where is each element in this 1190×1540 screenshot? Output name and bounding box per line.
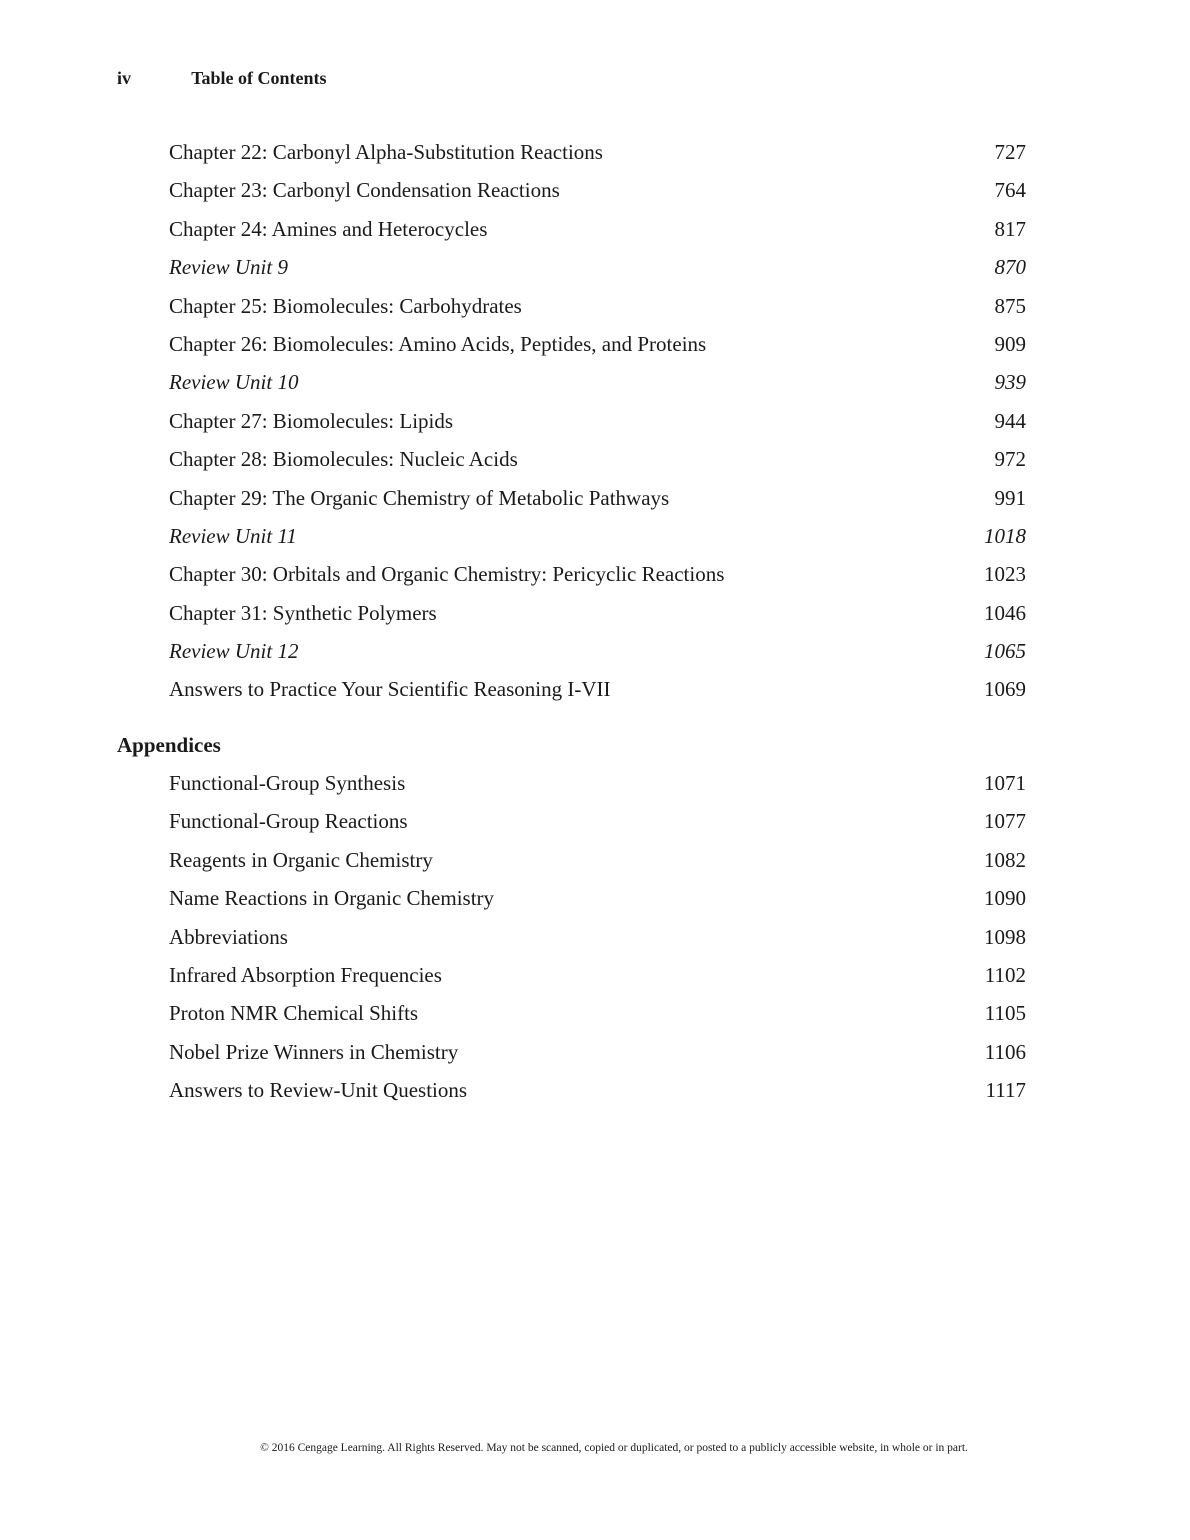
appendix-entry[interactable] (169, 1037, 1026, 1075)
toc-entry-page: 727 (994, 140, 1026, 164)
copyright-footer: © 2016 Cengage Learning. All Rights Reserved. May not be scanned, copied or duplicated, or posted to a publicly accessible website, in whole or in part. (260, 1442, 968, 1454)
toc-entry[interactable] (169, 406, 1026, 444)
appendix-entry[interactable] (169, 960, 1026, 998)
toc-main-list (169, 137, 1026, 713)
toc-entry-page: 870 (994, 255, 1026, 280)
toc-entry-page: 1065 (984, 639, 1026, 664)
appendix-entry[interactable] (169, 922, 1026, 960)
toc-entry-title: Chapter 25: Biomolecules: Carbohydrates (169, 293, 522, 318)
toc-entry-page: 972 (994, 447, 1026, 472)
appendix-entry[interactable] (169, 768, 1026, 806)
toc-entry-title: Review Unit 12 (169, 639, 299, 664)
toc-entry-page: 1023 (984, 562, 1026, 587)
page-header (117, 68, 327, 89)
appendix-entry-title: Name Reactions in Organic Chemistry (169, 886, 495, 911)
toc-entry-title: Answers to Practice Your Scientific Reasoning I-VII (169, 677, 611, 702)
toc-entry-review-unit[interactable] (169, 636, 1026, 674)
toc-entry[interactable] (169, 444, 1026, 482)
appendix-entry[interactable] (169, 806, 1026, 844)
appendix-entry-page: 1106 (984, 1039, 1026, 1064)
toc-entry-review-unit[interactable] (169, 367, 1026, 405)
toc-entry-title: Chapter 26: Biomolecules: Amino Acids, Peptides, and Proteins (169, 331, 707, 356)
toc-entry-title: Review Unit 9 (169, 255, 288, 280)
toc-entry-review-unit[interactable] (169, 521, 1026, 559)
appendix-entry-page: 1082 (984, 847, 1026, 872)
toc-entry-page: 1046 (984, 600, 1026, 625)
toc-entry[interactable] (169, 674, 1026, 712)
toc-entry-review-unit[interactable] (169, 252, 1026, 290)
appendix-entry-title: Functional-Group Synthesis (169, 771, 406, 795)
toc-entry[interactable] (169, 598, 1026, 636)
appendix-entry-title: Answers to Review-Unit Questions (169, 1078, 468, 1103)
toc-entry-title: Chapter 27: Biomolecules: Lipids (169, 408, 454, 433)
page-number: iv (117, 68, 132, 88)
appendix-entry-page: 1098 (984, 924, 1026, 949)
toc-entry[interactable] (169, 214, 1026, 252)
appendix-entry[interactable] (169, 883, 1026, 921)
toc-entry[interactable] (169, 291, 1026, 329)
appendix-entry-page: 1102 (984, 962, 1026, 987)
appendix-entry-title: Proton NMR Chemical Shifts (169, 1001, 419, 1026)
toc-entry-page: 764 (994, 178, 1026, 203)
header-title: Table of Contents (191, 68, 327, 88)
toc-entry-title: Chapter 30: Orbitals and Organic Chemistry: Pericyclic Reactions (169, 562, 725, 587)
toc-entry-title: Chapter 31: Synthetic Polymers (169, 600, 437, 625)
toc-entry-page: 1018 (984, 523, 1026, 548)
toc-entry-title: Review Unit 10 (169, 370, 299, 395)
toc-entry[interactable] (169, 175, 1026, 213)
toc-entry-page: 991 (994, 485, 1026, 510)
appendix-entry-page: 1090 (984, 886, 1026, 911)
appendix-entry[interactable] (169, 845, 1026, 883)
appendix-entry[interactable] (169, 1075, 1026, 1113)
toc-entry[interactable] (169, 483, 1026, 521)
toc-entry[interactable] (169, 137, 1026, 175)
appendix-entry-page: 1077 (984, 809, 1026, 834)
appendices-heading: Appendices (117, 733, 221, 757)
appendix-entry-title: Functional-Group Reactions (169, 809, 408, 834)
appendix-entry-title: Infrared Absorption Frequencies (169, 962, 442, 987)
appendix-entry-page: 1071 (984, 771, 1026, 795)
toc-entry-page: 939 (994, 370, 1026, 395)
toc-entry-title: Review Unit 11 (169, 523, 297, 548)
toc-entry-title: Chapter 24: Amines and Heterocycles (169, 216, 488, 241)
toc-entry-page: 817 (994, 216, 1026, 241)
toc-entry-title: Chapter 23: Carbonyl Condensation Reactions (169, 178, 560, 203)
appendix-entry-title: Abbreviations (169, 924, 288, 949)
appendix-entry-title: Nobel Prize Winners in Chemistry (169, 1039, 459, 1064)
toc-entry-title: Chapter 22: Carbonyl Alpha-Substitution Reactions (169, 140, 603, 164)
toc-entry[interactable] (169, 559, 1026, 597)
toc-appendices-list (169, 768, 1026, 1114)
toc-entry[interactable] (169, 329, 1026, 367)
toc-entry-page: 875 (994, 293, 1026, 318)
appendix-entry-page: 1117 (985, 1078, 1026, 1103)
toc-entry-page: 944 (994, 408, 1026, 433)
appendix-entry-title: Reagents in Organic Chemistry (169, 847, 433, 872)
appendix-entry[interactable] (169, 998, 1026, 1036)
toc-entry-page: 1069 (984, 677, 1026, 702)
toc-entry-page: 909 (994, 331, 1026, 356)
toc-entry-title: Chapter 28: Biomolecules: Nucleic Acids (169, 447, 518, 472)
appendix-entry-page: 1105 (984, 1001, 1026, 1026)
toc-entry-title: Chapter 29: The Organic Chemistry of Metabolic Pathways (169, 485, 670, 510)
